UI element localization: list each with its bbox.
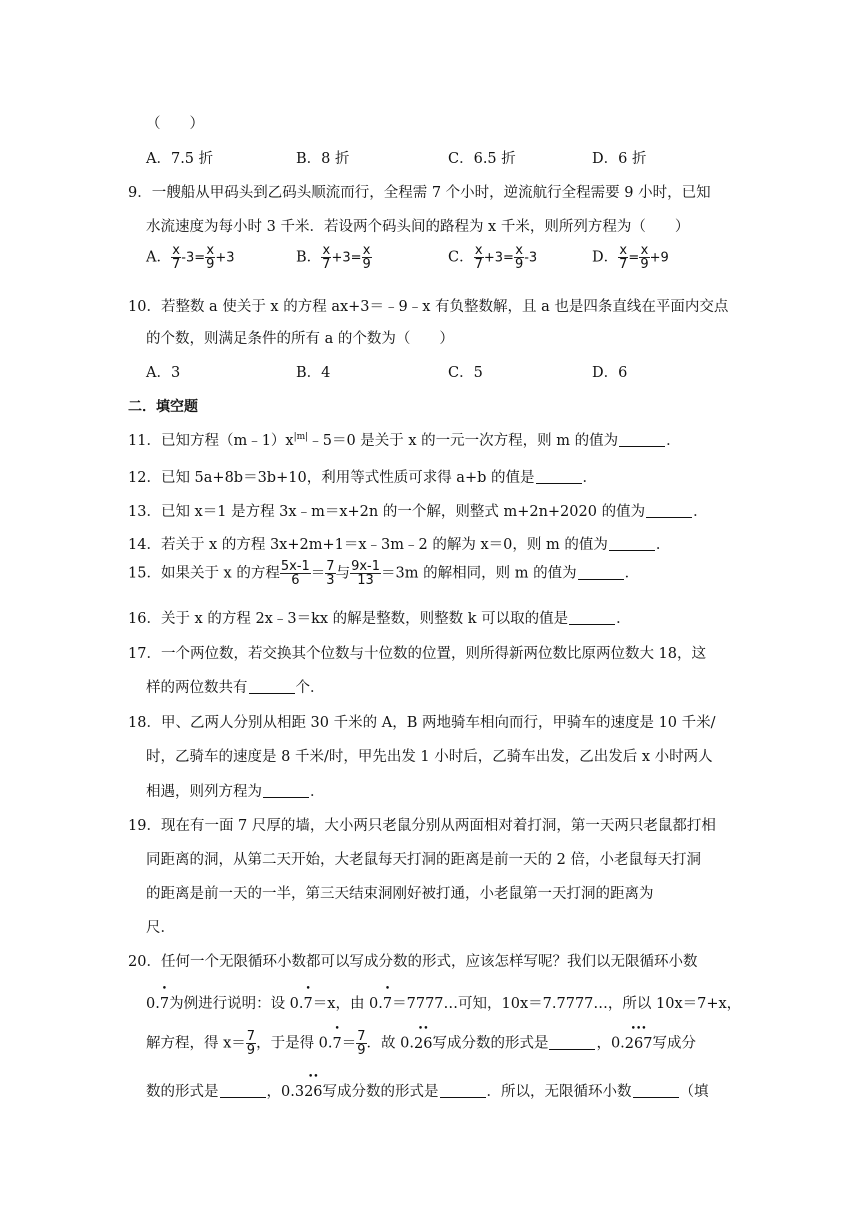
- q18-line3: 相遇，则列方程为 ．: [146, 784, 325, 800]
- q12: 12．已知 5a+8b＝3b+10，利用等式性质可求得 a+b 的值是 ．: [128, 470, 597, 486]
- q16: 16．关于 x 的方程 2x﹣3＝kx 的解是整数，则整数 k 可以取的值是 ．: [128, 611, 631, 627]
- q20-line4: 数的形式是 ，0.3•• 26写成分数的形式是 ．所以，无限循环小数 （填: [146, 1080, 860, 1101]
- q20-line3: 解方程，得 x＝ $\frac{7}{9}$ ，于是得 0.• 7＝ $\frac{7}{9}$ ．故 0.•• 26写成分数的形式是 ，0.••• 267写成分: [146, 1030, 860, 1057]
- section-title-fill-blank: 二．填空题: [128, 399, 198, 415]
- q9-option-d: D． $\frac{x}{7}$ = $\frac{x}{9}$ +9: [592, 243, 669, 272]
- q10-line1: 10．若整数 a 使关于 x 的方程 ax+3＝﹣9﹣x 有负整数解，且 a 也是四条直线在平面内交点: [128, 299, 729, 315]
- q10-line2: 的个数，则满足条件的所有 a 的个数为（ ）: [146, 331, 454, 347]
- q8-option-d: D．6 折: [592, 151, 647, 167]
- q9-option-b: B． $\frac{x}{7}$ +3= $\frac{x}{9}$: [296, 243, 371, 272]
- q8-option-b: B．8 折: [296, 151, 350, 167]
- answer-blank[interactable]: [263, 783, 309, 798]
- q10-option-b: B．4: [296, 365, 331, 381]
- answer-blank[interactable]: [569, 610, 615, 625]
- answer-blank[interactable]: [220, 1083, 266, 1098]
- answer-blank[interactable]: [249, 679, 295, 694]
- answer-blank[interactable]: [549, 1035, 595, 1050]
- q18-line1: 18．甲、乙两人分别从相距 30 千米的 A，B 两地骑车相向而行，甲骑车的速度是 10 千米/: [128, 715, 716, 731]
- q8-paren: （ ）: [146, 116, 204, 132]
- q10-option-d: D．6: [592, 365, 628, 381]
- q20-line1: 20．任何一个无限循环小数都可以写成分数的形式，应该怎样写呢？我们以无限循环小数: [128, 954, 698, 970]
- q9-option-c: C． $\frac{x}{7}$ +3= $\frac{x}{9}$ -3: [448, 243, 538, 272]
- q14: 14．若关于 x 的方程 3x+2m+1＝x﹣3m﹣2 的解为 x＝0，则 m 的值为 ．: [128, 537, 671, 553]
- q8-option-a: A．7.5 折: [146, 151, 214, 167]
- q9-option-a: A． $\frac{x}{7}$ -3= $\frac{x}{9}$ +3: [146, 243, 235, 272]
- answer-blank[interactable]: [536, 469, 582, 484]
- q10-option-c: C．5: [448, 365, 483, 381]
- answer-blank[interactable]: [578, 565, 624, 580]
- q18-line2: 时，乙骑车的速度是 8 千米/时，甲先出发 1 小时后，乙骑车出发，乙出发后 x 小时两人: [146, 749, 713, 765]
- q19-line3: 的距离是前一天的一半，第三天结束洞刚好被打通，小老鼠第一天打洞的距离为: [146, 886, 654, 902]
- q8-option-c: C．6.5 折: [448, 151, 516, 167]
- q17-line2: 样的两位数共有 个．: [146, 680, 325, 696]
- q19-line2: 同距离的洞，从第二天开始，大老鼠每天打洞的距离是前一天的 2 倍，小老鼠每天打洞: [146, 852, 701, 868]
- q19-line4: 尺．: [146, 920, 175, 936]
- q13: 13．已知 x＝1 是方程 3x﹣m＝x+2n 的一个解，则整式 m+2n+2020 的值为 ．: [128, 504, 708, 520]
- q9-line1: 9．一艘船从甲码头到乙码头顺流而行，全程需 7 个小时，逆流航行全程需要 9 小时，已知: [128, 185, 711, 201]
- q15: 15．如果关于 x 的方程 $\frac{5x-1}{6}$ ＝ $\frac{7}{3}$ 与 $\frac{9x-1}{13}$ ＝3m 的解相同，则 m 的值为 ．: [128, 559, 640, 588]
- q17-line1: 17．一个两位数，若交换其个位数与十位数的位置，则所得新两位数比原两位数大 18，这: [128, 646, 707, 662]
- answer-blank[interactable]: [646, 503, 692, 518]
- q10-option-a: A．3: [146, 365, 181, 381]
- q11: 11．已知方程$(m﹣1)x^{|m|}﹣5=0$ 是关于 x 的一元一次方程，则 m 的值为 ．: [128, 432, 681, 449]
- q20-line2: 0.• 7为例进行说明：设 0.• 7＝x，由 0.• 7＝7777…可知，10x＝7.7777…，所以 10x＝7+x，: [146, 992, 860, 1013]
- answer-blank[interactable]: [609, 536, 655, 551]
- answer-blank[interactable]: [440, 1083, 486, 1098]
- answer-blank[interactable]: [619, 432, 665, 447]
- q19-line1: 19．现在有一面 7 尺厚的墙，大小两只老鼠分别从两面相对着打洞，第一天两只老鼠都打相: [128, 818, 716, 834]
- q9-line2: 水流速度为每小时 3 千米．若设两个码头间的路程为 x 千米，则所列方程为（ ）: [146, 219, 690, 235]
- answer-blank[interactable]: [633, 1083, 679, 1098]
